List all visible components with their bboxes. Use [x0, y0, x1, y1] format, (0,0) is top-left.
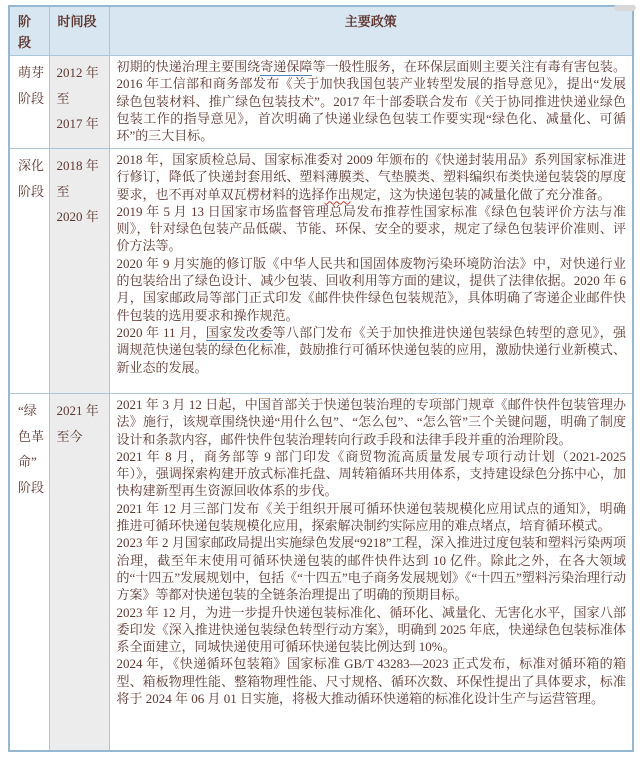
policy-paragraph — [117, 604, 627, 656]
policy-text: 2021 年 12 月三部门发布《关于组织开展可循环快递包装规模化应用试点的通知》，明确推进可循环快递包装规模化应用，探索解决制约实际应用的难点堵点，培育循环模式。 — [116, 500, 626, 534]
policy-text: 等八部门发布《关于加快推进快递包装绿色转型的意见》，强调规范快递包装的绿色化标准，鼓励推行可循环快递包装的应用，激励快递行业新模式、新业态的发展。 — [116, 324, 626, 375]
scrollbar-thumb-artifact — [614, 5, 636, 11]
header-period: 时间段 — [49, 6, 109, 56]
header-policy: 主要政策 — [109, 6, 633, 56]
policy-paragraph — [117, 203, 627, 255]
table-row — [9, 149, 633, 394]
policy-text: 2020 年 9 月实施的修订版《中华人民共和国固体废物污染环境防治法》中，对快递行业的包装给出了绿色设计、减少包装、回收利用等方面的建议，提供了法律依据。2020 年 6 月，国家邮政局等部门正式印发《邮件快件绿色包装规范》，具体明确了寄递企业邮件快件包装的选用要求和操作规范。 — [116, 255, 626, 323]
stage-cell — [9, 394, 49, 751]
policy-text: 初期的快递治理主要围绕 — [116, 59, 261, 74]
stage-label-line: 色革 — [18, 428, 45, 444]
header-stage — [9, 6, 49, 56]
policy-text: 2023 年 2 月国家邮政局提出实施绿色发展“9218”工程，深入推进过度包装和塑料污染两项治理，截至年末使用可循环快递包装的邮件快件达到 10 亿件。除此之外，在各大领域的“十四五”发展规划中，包括《“十四五”电子商务发展规划》《“十四五”塑料污染治理行动方案》等都对快递包装的全链条治理提出了明确的预期目标。 — [116, 535, 626, 603]
policy-paragraph — [117, 151, 627, 203]
policy-text: 等一般性服务，在环保层面则主要关注有毒有害包装。2016 年工信部和商务部发布《关于加快我国包装产业转型发展的指导意见》，提出“发展绿色包装材料、推广绿色包装技术”。2017 年十部委联合发布《关于协同推进快递业绿色包装工作的指导意见》，首次明确了快递业绿色包装工作要实现“绿色化、减量化、可循环”的三大目标。 — [116, 59, 626, 144]
stage-label-line: 阶段 — [18, 90, 45, 106]
table-row — [9, 56, 633, 149]
table-row — [9, 394, 633, 751]
policy-text: 2019 年 5 月 13 日国家市场监督管理总局发布推荐性国家标准《绿色包装评价方法与准则》，针对绿色包装产品低碳、节能、环保、安全的要求，规定了绿色包装评价准则、评价方法等。 — [116, 203, 626, 254]
period-label-line: 至 — [56, 183, 70, 199]
policy-text: 规定，这为快递包装的减量化做了充分准备。 — [350, 186, 611, 202]
period-label-line: 2018 年 — [56, 158, 99, 173]
blue-underlined-term: 国家发改委 — [205, 324, 273, 340]
stage-cell — [9, 56, 49, 149]
policy-paragraph — [117, 396, 627, 448]
policy-paragraph — [117, 500, 627, 535]
policy-text: 2023 年 12 月，为进一步提升快递包装标准化、循环化、减量化、无害化水平，国家八部委印发《深入推进快递包装绿色转型行动方案》，明确到 2025 年底，快递绿色包装标准体系全面建立，同城快递使用可循环快递包装比例达到 10%。 — [116, 604, 626, 655]
policy-cell — [109, 56, 633, 149]
stage-label-line: 阶段 — [18, 183, 45, 199]
policy-text: 2018 年，国家质检总局、国家标准委对 2009 年颁布的《快递封装用品》系列国家标准进行修订，降低了快递封套用纸、塑料薄膜类、气垫膜类、塑料编织布类快递包装袋的厚度要求，也不再对单双瓦楞材料的选择 — [116, 152, 626, 202]
policy-text: 2020 年 11 月， — [116, 324, 206, 340]
document-page — [0, 5, 640, 757]
header-stage-line: 阶 — [18, 14, 32, 29]
header-stage-line: 段 — [18, 35, 32, 50]
period-label-line: 2012 年 — [56, 65, 99, 80]
stage-cell — [9, 149, 49, 394]
period-cell — [49, 394, 109, 751]
stage-label-line: 深化 — [18, 158, 45, 173]
period-label-line: 2017 年 — [56, 116, 99, 131]
period-cell — [49, 56, 109, 149]
policy-text: 2024 年，《快递循环包装箱》国家标准 GB/T 43283—2023 正式发布，标准对循环箱的箱型、箱板物理性能、整箱物理性能、尺寸规格、循环次数、环保性提出了具体要求，标准将于 2024 年 06 月 01 日实施，将极大推动循环快递箱的标准化设计生产与运营管理。 — [116, 656, 626, 707]
policy-cell — [109, 149, 633, 394]
policy-table — [8, 5, 634, 752]
period-label-line: 2021 年 — [56, 403, 99, 418]
policy-text: 2021 年 3 月 12 日起，中国首部关于快递包装治理的专项部门规章《邮件快件包装管理办法》施行，该规章围绕快递“用什么包”、“怎么包”、“怎么管”三个关键问题，明确了制度设计和条款内容，邮件快件包装治理转向行政手段和法律手段并重的治理阶段。 — [116, 397, 626, 447]
blue-underlined-term: 寄递保障 — [260, 59, 313, 74]
policy-paragraph — [117, 58, 627, 144]
stage-label-line: “绿 — [18, 403, 37, 418]
policy-paragraph — [117, 448, 627, 500]
policy-paragraph — [117, 534, 627, 603]
policy-paragraph — [117, 655, 627, 707]
stage-label-line: 阶段 — [18, 479, 45, 495]
table-header-row — [9, 6, 633, 56]
spellcheck-flagged-term: 作出 — [324, 186, 351, 202]
period-label-line: 2020 年 — [56, 209, 99, 224]
policy-paragraph — [117, 324, 627, 376]
stage-label-line: 命” — [18, 454, 37, 469]
period-label-line: 至 — [56, 90, 70, 106]
stage-label-line: 萌芽 — [18, 65, 45, 80]
policy-cell — [109, 394, 633, 751]
period-cell — [49, 149, 109, 394]
policy-paragraph — [117, 255, 627, 324]
policy-text: 2021 年 8 月，商务部等 9 部门印发《商贸物流高质量发展专项行动计划（2021-2025 年）》，强调探索构建开放式标准托盘、周转箱循环共用体系，支持建设绿色分拣中心，加快构建新型再生资源回收体系的步伐。 — [116, 448, 626, 499]
period-label-line: 至今 — [56, 428, 83, 444]
